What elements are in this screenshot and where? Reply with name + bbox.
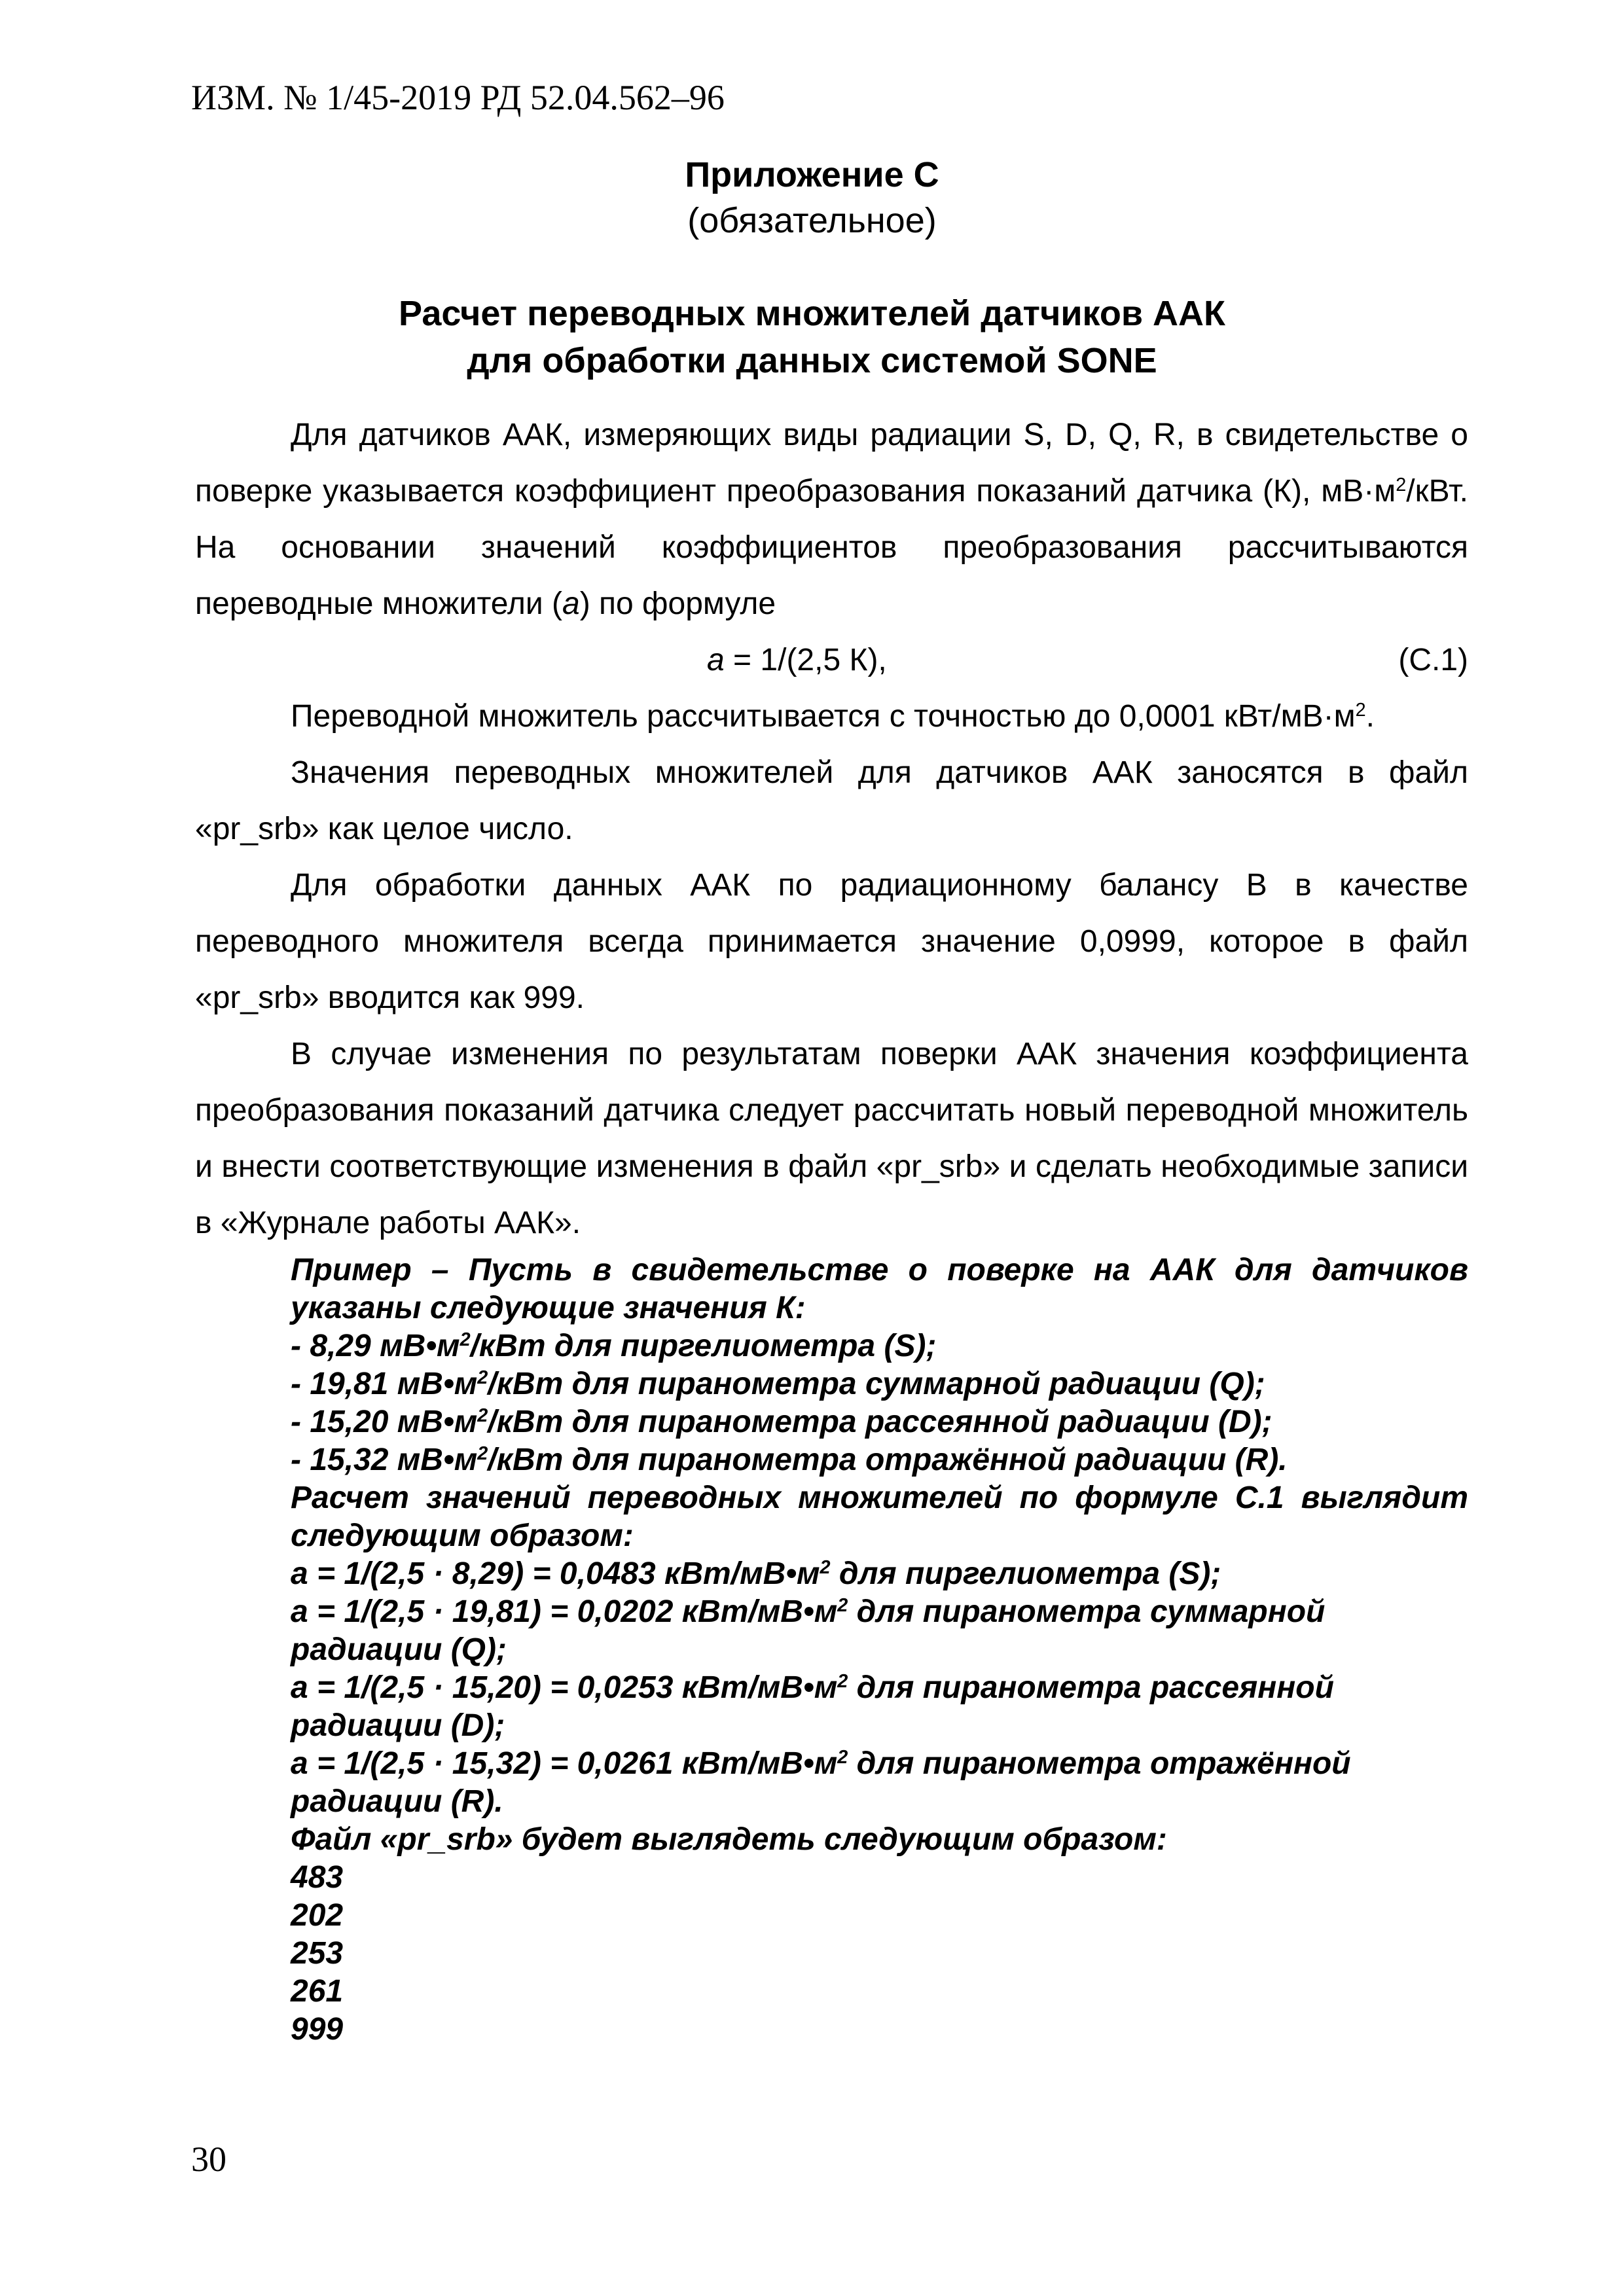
file-value: 483 [291,1860,344,1895]
paragraph-2: Переводной множитель рассчитывается с точностью до 0,0001 кВт/$мВ\cdot м^2$. [291,699,1375,734]
section-title [0,290,1624,384]
formula-c1 [195,632,1468,689]
paragraph-4: Для обработки данных ААК по радиационному балансу В в качестве переводного множителя всегда принимается значение 0,0999, которое в файл «pr_srb» вводится как 999. [195,868,1468,1015]
example-item: - 15,32 $мВ•м^2$/кВт для пиранометра отражённой радиации (R). [291,1443,1288,1477]
calc-line: а = 1/(2,5 · 8,29) = 0,0483 кВт/$мВ•м^2$ для пиргелиометра (S); [291,1556,1221,1591]
example-item: - 8,29 $мВ•м^2$/кВт для пиргелиометра (S); [291,1329,937,1363]
section-title-line-2: для обработки данных системой SONE [467,341,1157,380]
calc-line: а = 1/(2,5 · 15,32) = 0,0261 кВт/$мВ•м^2$ для пиранометра отражённой радиации (R). [291,1746,1351,1819]
paragraph-5: В случае изменения по результатам поверки ААК значения коэффициента преобразования показаний датчика следует рассчитать новый переводной множитель и внести соответствующие изменения в файл «pr_srb» и сделать необходимые записи в «Журнале работы ААК». [195,1037,1468,1240]
file-value: 999 [291,2012,344,2047]
formula-number: (С.1) [1398,643,1468,677]
document-header: ИЗМ. № 1/45-2019 РД 52.04.562–96 [191,78,725,117]
file-value: 253 [291,1936,344,1971]
section-title-line-1: Расчет переводных множителей датчиков ААК [399,294,1225,333]
appendix-subtitle: (обязательное) [687,201,937,240]
page-number: 30 [191,2140,226,2179]
paragraph-1: Для датчиков ААК, измеряющих виды радиации S, D, Q, R, в свидетельстве о поверке указывается коэффициент преобразования показаний датчика (К), $мВ\cdot м^2$/кВт. На основании значений коэффициентов преобразования рассчитываются переводные множители (а) по формуле [195,418,1468,621]
file-value: 261 [291,1974,344,2009]
paragraph-3: Значения переводных множителей для датчиков ААК заносятся в файл «pr_srb» как целое число. [195,755,1468,846]
example-item: - 15,20 $мВ•м^2$/кВт для пиранометра рассеянной радиации (D); [291,1405,1272,1439]
example-item: - 19,81 $мВ•м^2$/кВт для пиранометра суммарной радиации (Q); [291,1367,1265,1401]
example-block [195,1251,1468,2049]
calc-line: а = 1/(2,5 · 19,81) = 0,0202 кВт/$мВ•м^2$ для пиранометра суммарной радиации (Q); [291,1594,1326,1667]
calc-intro: Расчет значений переводных множителей по формуле С.1 выглядит следующим образом: [291,1480,1468,1553]
appendix-title: Приложение С [685,155,939,194]
example-intro: Пример – Пусть в свидетельстве о поверке на ААК для датчиков указаны следующие значения К: [291,1253,1468,1325]
calc-line: а = 1/(2,5 · 15,20) = 0,0253 кВт/$мВ•м^2$ для пиранометра рассеянной радиации (D); [291,1670,1334,1743]
file-value: 202 [291,1898,344,1933]
formula-expression: а = 1/(2,5 К), [707,643,887,677]
file-intro: Файл «pr_srb» будет выглядеть следующим образом: [291,1822,1167,1857]
